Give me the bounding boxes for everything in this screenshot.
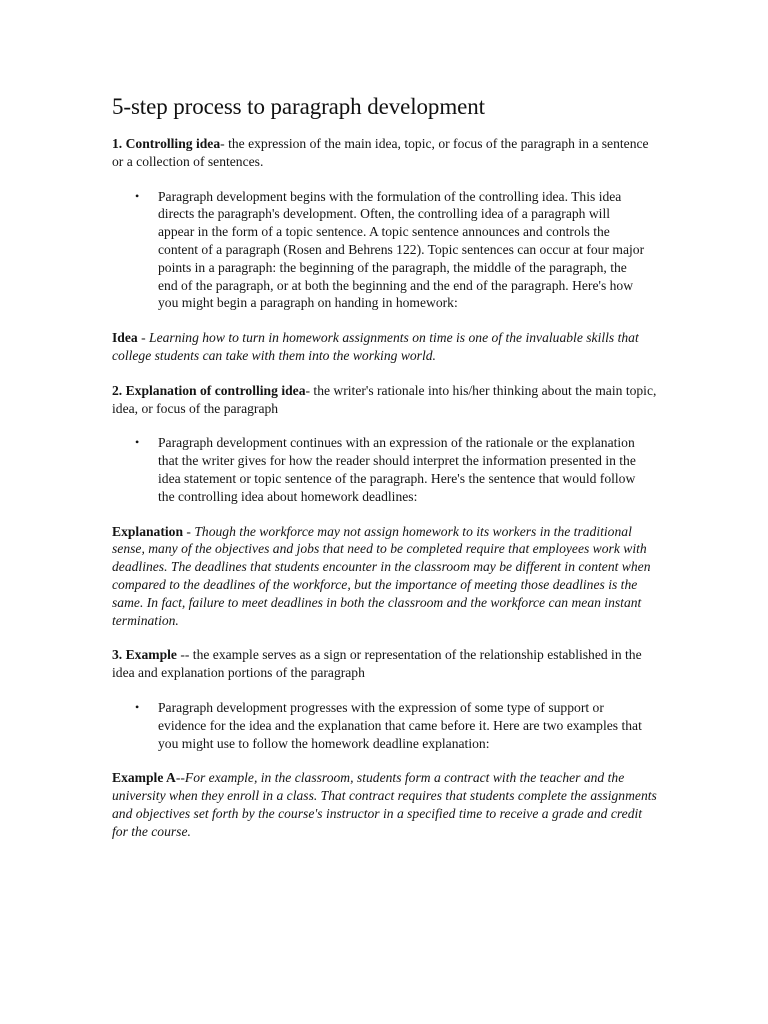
section-3-heading-text: -- the example serves as a sign or representation of the relationship established in the idea and explanation portions of the paragraph	[112, 647, 642, 681]
bullet-icon: •	[135, 435, 140, 450]
section-1-example	[112, 329, 660, 365]
section-3-bullet-text: Paragraph development progresses with the expression of some type of support or evidence for the idea and the explanation that came before it. Here are two examples that you might use to follow the homework deadline explanation:	[158, 699, 642, 751]
section-1-heading-text: - the expression of the main idea, topic, or focus of the paragraph in a sentence or a collection of sentences.	[112, 136, 649, 169]
section-2-list	[112, 434, 660, 505]
page-title: 5-step process to paragraph development	[112, 94, 485, 119]
section-2-example	[112, 523, 660, 630]
section-3-example-sep: --	[175, 770, 185, 786]
section-3-example-text: For example, in the classroom, students form a contract with the teacher and the university when they enroll in a class. That contract requires that students complete the assignments and objectives set forth by the course's instructor in a specified time to receive a grade and credit for the course.	[112, 770, 657, 839]
section-3-example	[112, 769, 660, 840]
section-3-list	[112, 699, 660, 752]
bullet-icon: •	[135, 699, 140, 714]
section-1-example-text: Learning how to turn in homework assignments on time is one of the invaluable skills that college students can take with them into the working world.	[112, 330, 639, 363]
section-1-bullet-text: Paragraph development begins with the formulation of the controlling idea. This idea directs the paragraph's development. Often, the controlling idea of a paragraph will appear in the form of a topic sentence. A topic sentence announces and controls the content of a paragraph (Rosen and Behrens 122). Topic sentences can occur at four major points in a paragraph: the beginning of the paragraph, the middle of the paragraph, the end of the paragraph, or at both the beginning and the end of the paragraph. Here's how you might begin a paragraph on handing in homework:	[158, 188, 645, 311]
section-2-example-sep: -	[183, 523, 195, 539]
section-1-example-label: Idea	[112, 330, 138, 346]
bullet-icon: •	[135, 188, 140, 203]
section-2-heading-text: - the writer's rationale into his/her thinking about the main topic, idea, or focus of the paragraph	[112, 382, 657, 416]
section-1-label: 1. Controlling idea	[112, 136, 221, 151]
section-2-example-text: Though the workforce may not assign homework to its workers in the traditional sense, many of the objectives and jobs that need to be completed require that employees work with deadlines. The deadlines that students encounter in the classroom may be different in content when compared to the deadlines of the workforce, but the importance of meeting those deadlines is the same. In fact, failure to meet deadlines in both the classroom and the workforce can mean instant termination.	[112, 523, 651, 628]
section-2-label: 2. Explanation of controlling idea	[112, 382, 306, 398]
list-item	[135, 434, 648, 505]
section-3-example-label: Example A	[112, 770, 176, 786]
section-1-list	[112, 188, 660, 313]
list-item	[135, 188, 648, 313]
document-page	[112, 93, 660, 858]
section-1-example-sep: -	[137, 330, 150, 346]
section-2-heading	[112, 382, 660, 418]
section-3-label: 3. Example	[112, 647, 177, 663]
section-1-heading	[112, 135, 660, 171]
section-2-bullet-text: Paragraph development continues with an expression of the rationale or the explanation that the writer gives for how the reader should interpret the information presented in the idea statement or topic sentence of the paragraph. Here's the sentence that would follow the controlling idea about homework deadlines:	[158, 435, 636, 504]
section-2-example-label: Explanation	[112, 523, 184, 539]
section-3-heading	[112, 646, 660, 682]
list-item	[135, 699, 648, 752]
